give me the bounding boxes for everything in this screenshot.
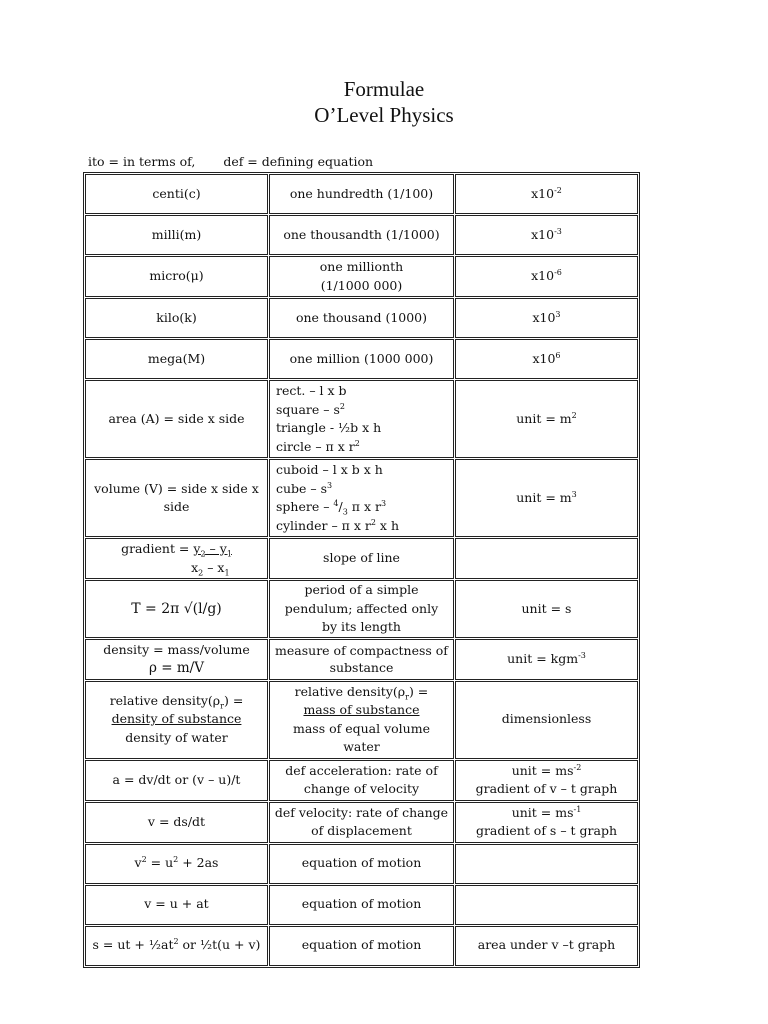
cell-unit: unit = kgm$^{-3}$ bbox=[455, 639, 638, 680]
table-row bbox=[85, 174, 638, 214]
cell-quantity: v = u + at bbox=[85, 885, 268, 925]
cell-unit: unit = $m^3$ bbox=[455, 459, 638, 537]
cell-unit bbox=[455, 844, 638, 884]
cell-unit: dimensionless bbox=[455, 681, 638, 759]
table-row bbox=[85, 380, 638, 458]
cell-description: one thousandth (1/1000) bbox=[269, 215, 454, 255]
cell-unit: $x10^6$ bbox=[455, 339, 638, 379]
cell-unit bbox=[455, 885, 638, 925]
cell-quantity: kilo(k) bbox=[85, 298, 268, 338]
cell-unit: $x10^{-3}$ bbox=[455, 215, 638, 255]
table-row bbox=[85, 926, 638, 966]
cell-quantity: gradient = $y_2 - y_1$ $x_2 - x_1$ bbox=[85, 538, 268, 579]
cell-quantity: mega(M) bbox=[85, 339, 268, 379]
abbreviation-legend bbox=[88, 154, 373, 169]
cell-quantity: s = ut + $\frac{1}{2}at^2$ or ½t(u + v) bbox=[85, 926, 268, 966]
cell-unit: unit = $m^2$ bbox=[455, 380, 638, 458]
cell-unit: $x10^{-6}$ bbox=[455, 256, 638, 297]
cell-description: one millionth (1/1000 000) bbox=[269, 256, 454, 297]
cell-description: equation of motion bbox=[269, 926, 454, 966]
cell-description: def acceleration: rate of change of velocity bbox=[269, 760, 454, 801]
table-row bbox=[85, 844, 638, 884]
cell-unit: unit = $ms^{-1}$ gradient of s – t graph bbox=[455, 802, 638, 843]
page-title: Formulae bbox=[343, 77, 425, 101]
cell-unit: area under v –t graph bbox=[455, 926, 638, 966]
cell-quantity: $v^2 = u^2 + 2as$ bbox=[85, 844, 268, 884]
cell-description: equation of motion bbox=[269, 844, 454, 884]
cell-quantity: micro(μ) bbox=[85, 256, 268, 297]
cell-description: one thousand (1000) bbox=[269, 298, 454, 338]
cell-quantity: T = 2π √(l/g) bbox=[85, 580, 268, 638]
cell-description: one hundredth (1/100) bbox=[269, 174, 454, 214]
cell-description: slope of line bbox=[269, 538, 454, 579]
formula-table bbox=[83, 172, 640, 968]
table-row bbox=[85, 256, 638, 297]
cell-unit bbox=[455, 538, 638, 579]
cell-quantity: milli(m) bbox=[85, 215, 268, 255]
table-row bbox=[85, 760, 638, 801]
cell-volume-formulas: cuboid – l x b x h cube – $s^3$ sphere – $^4/_3$ π x $r^3$ cylinder – π x $r^2$ x h bbox=[269, 459, 454, 537]
table-row bbox=[85, 802, 638, 843]
cell-quantity: area (A) = side x side bbox=[85, 380, 268, 458]
legend-ito: ito = in terms of, bbox=[88, 154, 196, 169]
cell-description: period of a simple pendulum; affected only by its length bbox=[269, 580, 454, 638]
cell-area-formulas: rect. – l x b square – $s^2$ triangle - ½b x h circle – π x $r^2$ bbox=[269, 380, 454, 458]
table-row bbox=[85, 681, 638, 759]
cell-unit: $x10^{-2}$ bbox=[455, 174, 638, 214]
cell-description: one million (1000 000) bbox=[269, 339, 454, 379]
cell-description: relative $density(\rho_r)$ = mass of substance mass of equal volume water bbox=[269, 681, 454, 759]
legend-def: def = defining equation bbox=[223, 154, 374, 169]
cell-quantity: relative $density(\rho_r)$ = density of substance density of water bbox=[85, 681, 268, 759]
cell-unit: unit = s bbox=[455, 580, 638, 638]
table-row bbox=[85, 885, 638, 925]
cell-description: def velocity: rate of change of displacement bbox=[269, 802, 454, 843]
table-row bbox=[85, 339, 638, 379]
cell-quantity: v = ds/dt bbox=[85, 802, 268, 843]
cell-unit: $x10^3$ bbox=[455, 298, 638, 338]
table-row bbox=[85, 215, 638, 255]
cell-unit: unit = $ms^{-2}$ gradient of v – t graph bbox=[455, 760, 638, 801]
table-row bbox=[85, 639, 638, 680]
cell-description: measure of compactness of substance bbox=[269, 639, 454, 680]
cell-quantity: centi(c) bbox=[85, 174, 268, 214]
cell-quantity: volume (V) = side x side x side bbox=[85, 459, 268, 537]
cell-description: equation of motion bbox=[269, 885, 454, 925]
page-subtitle: O’Level Physics bbox=[314, 103, 454, 127]
cell-quantity: a = dv/dt or (v – u)/t bbox=[85, 760, 268, 801]
table-row bbox=[85, 538, 638, 579]
table-row bbox=[85, 459, 638, 537]
table-row bbox=[85, 580, 638, 638]
cell-quantity: density = mass/volume ρ = m/V bbox=[85, 639, 268, 680]
table-row bbox=[85, 298, 638, 338]
